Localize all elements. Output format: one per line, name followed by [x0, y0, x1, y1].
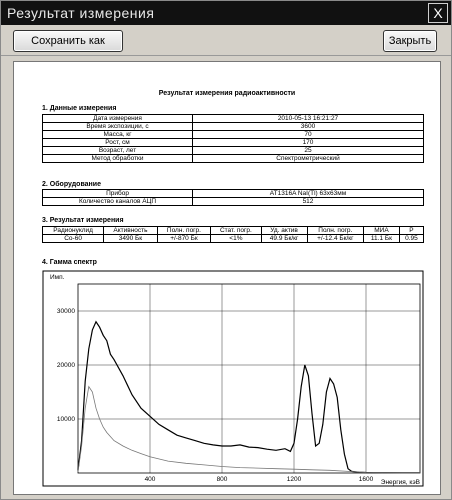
y-tick-label: 30000	[56, 308, 75, 315]
save-as-text-button[interactable]: Сохранить как	[13, 30, 123, 52]
x-tick-label: 1200	[286, 476, 302, 483]
table-cell: +/-870 Бк	[157, 235, 210, 243]
table-cell: 3490 Бк	[104, 235, 158, 243]
results-header-row	[43, 227, 424, 235]
row-label: Прибор	[43, 190, 193, 198]
x-tick-label: 1600	[358, 476, 374, 483]
table-cell: 0.95	[399, 235, 423, 243]
section-equipment-title: 2. Оборудование	[42, 181, 101, 188]
table-cell: Co-60	[43, 235, 104, 243]
section-spectrum-title: 4. Гамма спектр	[42, 259, 97, 266]
row-value: 170	[193, 139, 424, 147]
table-row	[43, 198, 424, 206]
row-label: Количество каналов АЦП	[43, 198, 193, 206]
y-tick-label: 20000	[56, 362, 75, 369]
table-row	[43, 190, 424, 198]
report-page	[13, 61, 441, 495]
window-close-button[interactable]: X	[428, 3, 448, 23]
table-row	[43, 139, 424, 147]
row-value: 70	[193, 131, 424, 139]
table-row	[43, 147, 424, 155]
equipment-table	[42, 189, 424, 206]
toolbar	[1, 25, 451, 56]
column-header: P	[399, 227, 423, 235]
table-row	[43, 155, 424, 163]
results-data-row	[43, 235, 424, 243]
report-title: Результат измерения радиоактивности	[158, 90, 296, 97]
row-label: Время экспозиции, с	[43, 123, 193, 131]
column-header: Полн. погр.	[307, 227, 364, 235]
column-header: Активность	[104, 227, 158, 235]
column-header: Стат. погр.	[211, 227, 261, 235]
table-cell: 49.9 Бк/кг	[261, 235, 307, 243]
row-value: 3600	[193, 123, 424, 131]
gamma-spectrum-chart	[42, 270, 424, 487]
column-header: МИА	[364, 227, 400, 235]
row-value: 25	[193, 147, 424, 155]
measurement-table	[42, 114, 424, 163]
x-tick-label: 800	[216, 476, 228, 483]
row-value: 2010-05-13 16:21:27	[193, 115, 424, 123]
row-value: 512	[193, 198, 424, 206]
table-cell: 11.1 Бк	[364, 235, 400, 243]
table-row	[43, 115, 424, 123]
row-value: AT1316A NaI(Tl) 63x63мм	[193, 190, 424, 198]
table-row	[43, 123, 424, 131]
table-row	[43, 131, 424, 139]
column-header: Уд. актив	[261, 227, 307, 235]
column-header: Полн. погр.	[157, 227, 210, 235]
x-tick-label: 400	[144, 476, 156, 483]
x-axis-label: Энергия, кэВ	[380, 479, 420, 486]
y-tick-label: 10000	[56, 416, 75, 423]
report-viewport[interactable]	[1, 56, 451, 499]
title-bar	[1, 1, 451, 25]
row-label: Возраст, лет	[43, 147, 193, 155]
section-measurement-title: 1. Данные измерения	[42, 105, 117, 112]
row-value: Спектрометрический	[193, 155, 424, 163]
row-label: Рост, см	[43, 139, 193, 147]
table-cell: +/-12.4 Бк/кг	[307, 235, 364, 243]
section-results-title: 3. Результат измерения	[42, 217, 124, 224]
close-button[interactable]: Закрыть	[383, 30, 437, 52]
window-title: Результат измерения	[7, 5, 155, 21]
results-table	[42, 226, 424, 243]
row-label: Масса, кг	[43, 131, 193, 139]
column-header: Радионуклид	[43, 227, 104, 235]
row-label: Дата измерения	[43, 115, 193, 123]
y-axis-label: Имп.	[50, 274, 65, 281]
row-label: Метод обработки	[43, 155, 193, 163]
table-cell: <1%	[211, 235, 261, 243]
